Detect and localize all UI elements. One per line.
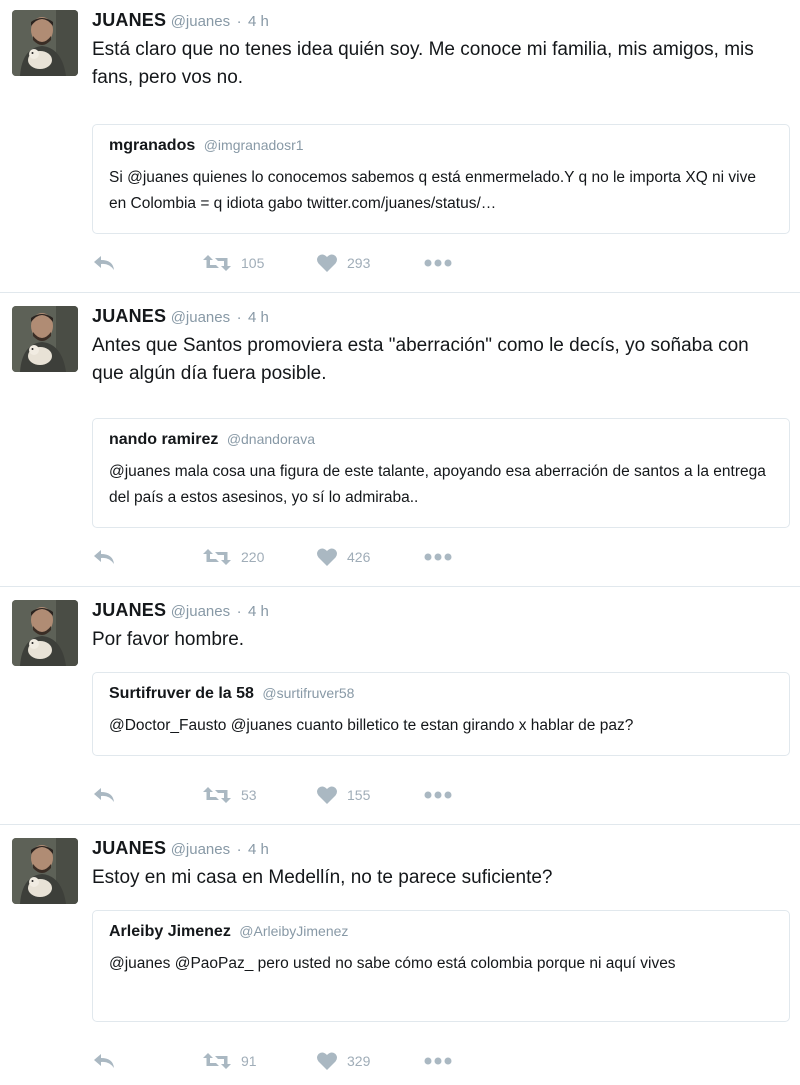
reply-icon <box>92 254 118 272</box>
tweet-actions <box>92 252 492 274</box>
quoted-tweet[interactable] <box>92 910 790 1022</box>
retweet-button[interactable] <box>202 784 257 806</box>
separator-dot: · <box>236 603 242 620</box>
quoted-author-handle: @dnandorava <box>226 431 315 447</box>
tweet-text: Estoy en mi casa en Medellín, no te parece suficiente? <box>92 867 553 888</box>
heart-icon <box>316 253 338 273</box>
tweet-text: Antes que Santos promoviera esta "aberración" como le decís, yo soñaba con que algún día fuera posible. <box>92 335 749 384</box>
reply-icon <box>92 786 118 804</box>
quoted-tweet[interactable] <box>92 418 790 528</box>
reply-button[interactable] <box>92 1050 118 1072</box>
author-name[interactable]: JUANES <box>92 10 167 30</box>
like-button[interactable] <box>316 252 370 274</box>
tweet-timestamp[interactable]: 4 h <box>248 13 269 30</box>
retweet-count: 105 <box>241 255 265 271</box>
reply-button[interactable] <box>92 252 118 274</box>
more-icon <box>424 791 452 799</box>
like-button[interactable] <box>316 546 370 568</box>
tweet-text: Está claro que no tenes idea quién soy. Me conoce mi familia, mis amigos, mis fans, pero vos no. <box>92 39 754 88</box>
divider <box>0 824 800 825</box>
quoted-tweet[interactable] <box>92 124 790 234</box>
avatar-image <box>12 10 78 76</box>
quoted-author-name: Surtifruver de la 58 <box>109 685 254 702</box>
tweet-header <box>92 600 269 624</box>
quoted-author-handle: @imgranadosr1 <box>203 137 304 153</box>
divider <box>0 586 800 587</box>
author-name[interactable]: JUANES <box>92 600 167 620</box>
heart-icon <box>316 785 338 805</box>
tweet-actions <box>92 784 492 806</box>
reply-button[interactable] <box>92 546 118 568</box>
reply-button[interactable] <box>92 784 118 806</box>
retweet-icon <box>202 254 232 272</box>
avatar-image <box>12 600 78 666</box>
retweet-button[interactable] <box>202 546 264 568</box>
avatar-image <box>12 306 78 372</box>
tweet-timestamp[interactable]: 4 h <box>248 603 269 620</box>
retweet-icon <box>202 548 232 566</box>
heart-icon <box>316 1051 338 1071</box>
like-button[interactable] <box>316 1050 370 1072</box>
like-count: 155 <box>347 787 371 803</box>
separator-dot: · <box>236 309 242 326</box>
more-icon <box>424 553 452 561</box>
author-handle[interactable]: @juanes <box>170 309 231 326</box>
like-count: 293 <box>347 255 371 271</box>
tweet-actions <box>92 1050 492 1072</box>
heart-icon <box>316 547 338 567</box>
author-handle[interactable]: @juanes <box>170 603 231 620</box>
avatar-image <box>12 838 78 904</box>
quoted-author-name: mgranados <box>109 137 196 154</box>
author-handle[interactable]: @juanes <box>170 841 231 858</box>
retweet-button[interactable] <box>202 1050 257 1072</box>
retweet-count: 91 <box>241 1053 257 1069</box>
more-button[interactable] <box>424 252 452 274</box>
like-count: 329 <box>347 1053 371 1069</box>
divider <box>0 292 800 293</box>
quoted-author-handle: @ArleibyJimenez <box>239 923 349 939</box>
quoted-author-name: nando ramirez <box>109 431 219 448</box>
retweet-button[interactable] <box>202 252 264 274</box>
quoted-tweet-text: @juanes mala cosa una figura de este talante, apoyando esa aberración de santos a la entrega del país a estos asesinos, yo sí lo admiraba.. <box>109 463 766 506</box>
tweet[interactable] <box>0 296 800 586</box>
author-handle[interactable]: @juanes <box>170 13 231 30</box>
tweet-actions <box>92 546 492 568</box>
avatar[interactable] <box>12 10 78 76</box>
tweet-timestamp[interactable]: 4 h <box>248 309 269 326</box>
tweet[interactable] <box>0 590 800 824</box>
more-button[interactable] <box>424 546 452 568</box>
like-button[interactable] <box>316 784 370 806</box>
quoted-author-name: Arleiby Jimenez <box>109 923 231 940</box>
retweet-icon <box>202 1052 232 1070</box>
separator-dot: · <box>236 13 242 30</box>
quoted-tweet[interactable] <box>92 672 790 756</box>
avatar[interactable] <box>12 838 78 904</box>
reply-icon <box>92 548 118 566</box>
like-count: 426 <box>347 549 371 565</box>
retweet-icon <box>202 786 232 804</box>
tweet-header <box>92 306 269 330</box>
reply-icon <box>92 1052 118 1070</box>
tweet[interactable] <box>0 828 800 1085</box>
avatar[interactable] <box>12 600 78 666</box>
tweet[interactable] <box>0 0 800 292</box>
retweet-count: 220 <box>241 549 265 565</box>
more-icon <box>424 259 452 267</box>
avatar[interactable] <box>12 306 78 372</box>
quoted-author-handle: @surtifruver58 <box>262 685 355 701</box>
quoted-tweet-text: Si @juanes quienes lo conocemos sabemos q está enmermelado.Y q no le importa XQ ni vive en Colombia = q idiota gabo twitter.com/juanes/status/… <box>109 169 756 212</box>
more-button[interactable] <box>424 1050 452 1072</box>
quoted-tweet-text: @Doctor_Fausto @juanes cuanto billetico te estan girando x hablar de paz? <box>109 717 634 734</box>
tweet-text: Por favor hombre. <box>92 629 245 650</box>
author-name[interactable]: JUANES <box>92 838 167 858</box>
author-name[interactable]: JUANES <box>92 306 167 326</box>
more-icon <box>424 1057 452 1065</box>
tweet-header <box>92 838 269 862</box>
retweet-count: 53 <box>241 787 257 803</box>
quoted-tweet-text: @juanes @PaoPaz_ pero usted no sabe cómo está colombia porque ni aquí vives <box>109 955 676 972</box>
tweet-header <box>92 10 269 34</box>
tweet-timestamp[interactable]: 4 h <box>248 841 269 858</box>
more-button[interactable] <box>424 784 452 806</box>
separator-dot: · <box>236 841 242 858</box>
